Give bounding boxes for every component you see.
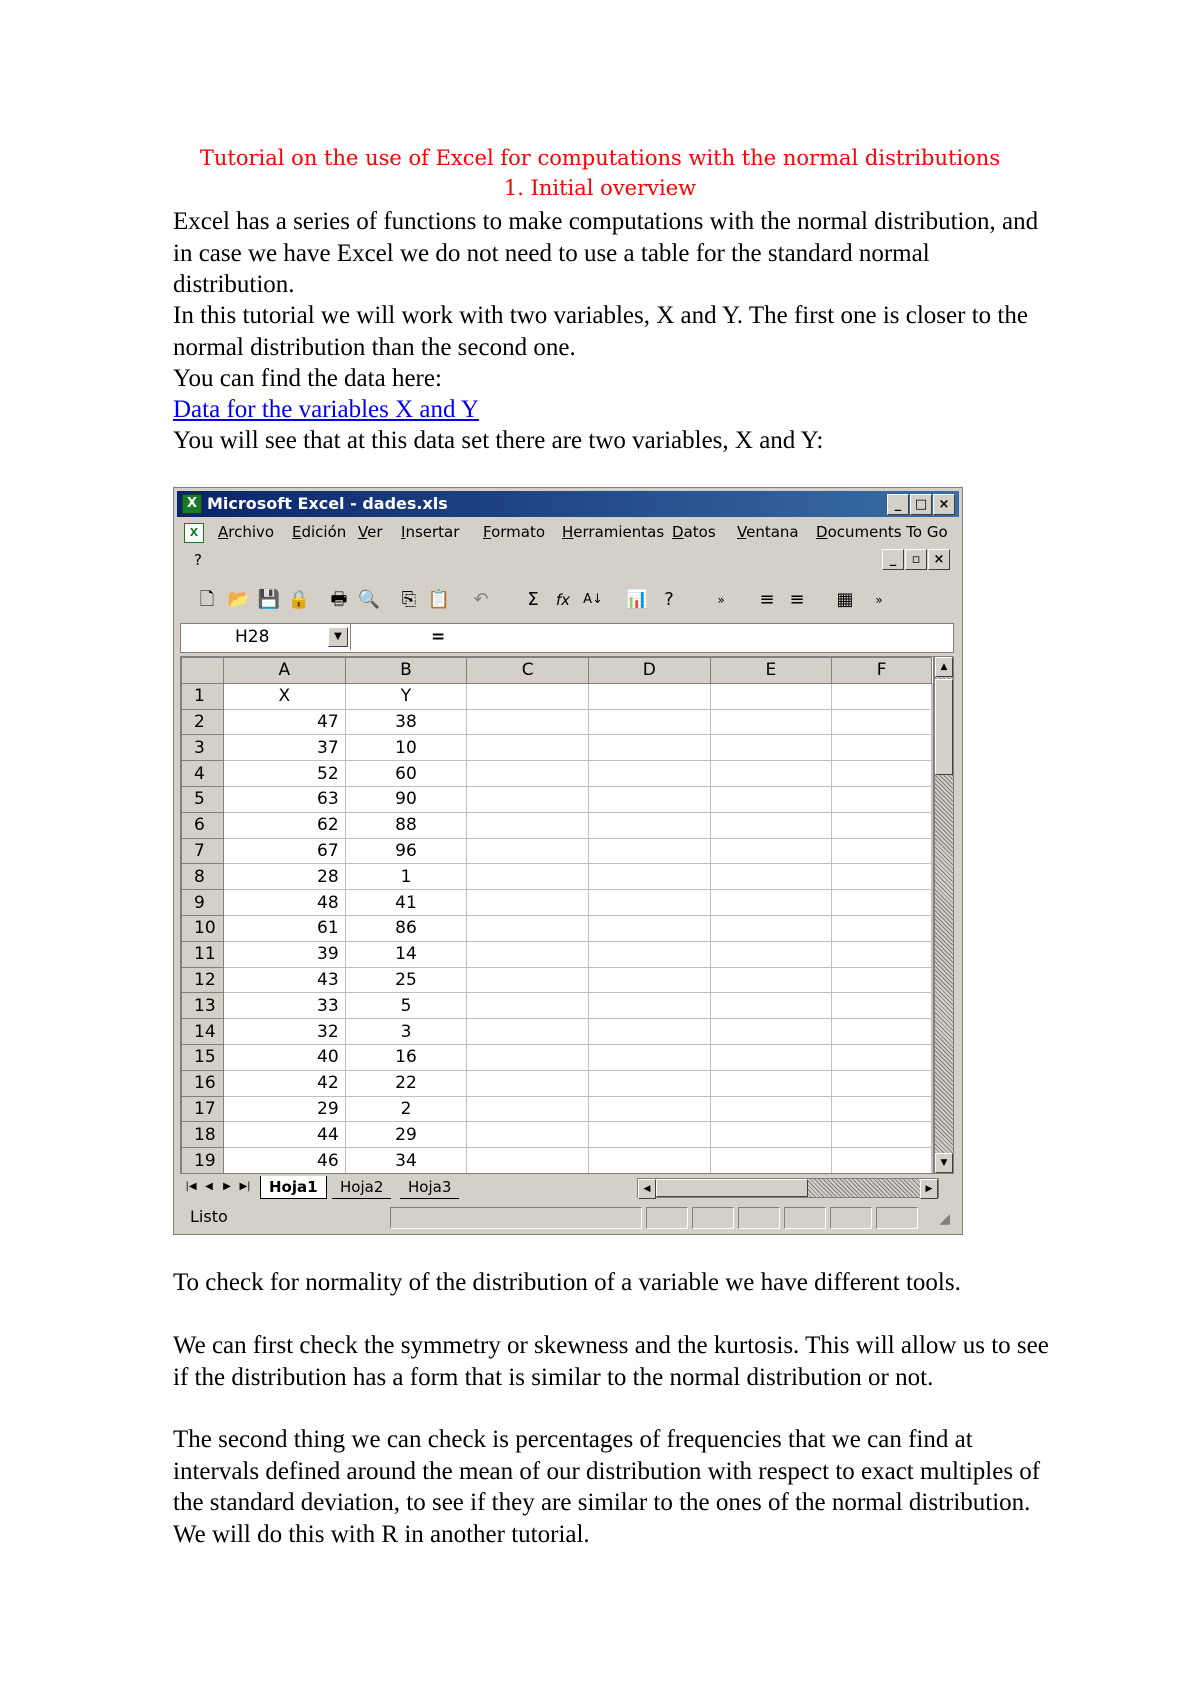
cell[interactable] [932, 915, 933, 941]
cell[interactable] [588, 735, 710, 761]
row-header[interactable]: 5 [182, 786, 224, 812]
cell[interactable] [467, 683, 589, 709]
cell[interactable] [932, 941, 933, 967]
cell[interactable] [467, 1019, 589, 1045]
cell[interactable]: 39 [223, 941, 345, 967]
row-header[interactable]: 18 [182, 1122, 224, 1148]
cell[interactable] [710, 915, 832, 941]
cell[interactable] [832, 890, 932, 916]
cell[interactable] [932, 1096, 933, 1122]
page-title: Tutorial on the use of Excel for computations with the normal distributions [199, 146, 1001, 170]
cell[interactable] [467, 967, 589, 993]
cell[interactable]: X [223, 683, 345, 709]
row-header[interactable]: 4 [182, 761, 224, 787]
cell[interactable] [588, 864, 710, 890]
cell[interactable]: 32 [223, 1019, 345, 1045]
cell[interactable] [467, 890, 589, 916]
cell[interactable] [932, 761, 933, 787]
table-row [182, 890, 933, 916]
chevron-down-icon[interactable]: ▼ [328, 627, 348, 647]
cell[interactable] [832, 864, 932, 890]
cell[interactable] [932, 683, 933, 709]
scroll-left-icon[interactable]: ◀ [638, 1179, 656, 1199]
print-icon[interactable]: 🖶 [330, 589, 348, 610]
cell[interactable]: 22 [345, 1070, 467, 1096]
menu-datos[interactable]: Datos [672, 523, 716, 541]
row-header[interactable]: 19 [182, 1148, 224, 1174]
row-header[interactable]: 14 [182, 1019, 224, 1045]
cell[interactable] [710, 890, 832, 916]
cell[interactable] [832, 1148, 932, 1174]
tab-hoja1[interactable]: Hoja1 [260, 1176, 327, 1199]
cell[interactable] [588, 1096, 710, 1122]
menu-help[interactable]: ? [194, 551, 202, 569]
cell[interactable] [588, 683, 710, 709]
cell[interactable] [467, 993, 589, 1019]
excel-window [173, 487, 963, 1235]
first-sheet-icon[interactable]: |◀ [185, 1181, 197, 1192]
menu-ventana[interactable]: Ventana [737, 523, 799, 541]
cell[interactable] [710, 1044, 832, 1070]
help-icon[interactable]: ? [664, 589, 674, 610]
tab-hoja2[interactable]: Hoja2 [332, 1176, 391, 1199]
toolbar-options-2-icon[interactable]: » [875, 593, 883, 607]
cell[interactable] [467, 864, 589, 890]
cell[interactable]: 63 [223, 786, 345, 812]
cell[interactable] [832, 967, 932, 993]
cell[interactable] [932, 838, 933, 864]
intro-paragraph-3: You can find the data here: [173, 365, 442, 392]
new-icon[interactable]: 🗋 [199, 589, 215, 610]
cell[interactable] [467, 812, 589, 838]
horizontal-scrollbar[interactable] [637, 1178, 939, 1198]
cell[interactable] [588, 709, 710, 735]
cell[interactable] [588, 838, 710, 864]
maximize-icon[interactable]: □ [910, 494, 932, 515]
cell[interactable] [832, 761, 932, 787]
cell[interactable] [710, 993, 832, 1019]
undo-icon[interactable]: ↶ [473, 589, 489, 610]
cell[interactable] [467, 1122, 589, 1148]
status-text: Listo [190, 1207, 228, 1226]
menu-archivo[interactable]: Archivo [218, 523, 275, 541]
cell[interactable]: 61 [223, 915, 345, 941]
cell[interactable] [832, 1122, 932, 1148]
cell[interactable] [710, 1122, 832, 1148]
status-panel [738, 1207, 780, 1229]
cell[interactable]: 48 [223, 890, 345, 916]
name-box-value: H28 [235, 627, 270, 647]
column-header[interactable]: E [710, 658, 832, 684]
intro-paragraph-2: In this tutorial we will work with two variables, X and Y. The first one is closer to the normal distribution than the second one. [173, 302, 1028, 361]
cell[interactable] [710, 709, 832, 735]
prev-sheet-icon[interactable]: ◀ [205, 1181, 213, 1192]
status-panel [876, 1207, 918, 1229]
cell[interactable] [932, 709, 933, 735]
table-row [182, 1148, 933, 1174]
menu-ver[interactable]: Ver [358, 523, 383, 541]
cell[interactable]: 25 [345, 967, 467, 993]
cell[interactable] [932, 993, 933, 1019]
vertical-scroll-thumb[interactable] [935, 679, 953, 775]
row-header[interactable]: 13 [182, 993, 224, 1019]
cell[interactable] [467, 709, 589, 735]
table-row [182, 1096, 933, 1122]
menu-formato[interactable]: Formato [483, 523, 546, 541]
cell[interactable] [932, 786, 933, 812]
doc-restore-icon[interactable]: ▫ [905, 549, 927, 570]
cell[interactable]: 88 [345, 812, 467, 838]
menu-documents-to-go[interactable]: Documents To Go [816, 523, 948, 541]
cell[interactable] [710, 812, 832, 838]
paste-icon[interactable]: 📋 [427, 589, 451, 610]
cell[interactable] [467, 838, 589, 864]
excel-logo-icon: X [182, 494, 202, 514]
borders-icon[interactable]: ▦ [836, 589, 854, 610]
cell[interactable] [932, 890, 933, 916]
row-header[interactable]: 7 [182, 838, 224, 864]
cell[interactable] [932, 812, 933, 838]
row-header[interactable]: 6 [182, 812, 224, 838]
doc-minimize-icon[interactable]: _ [882, 549, 904, 570]
cell[interactable]: 5 [345, 993, 467, 1019]
cell[interactable] [832, 915, 932, 941]
status-bar [180, 1204, 952, 1230]
permission-icon[interactable]: 🔒 [287, 589, 311, 610]
cell[interactable] [932, 967, 933, 993]
scroll-down-icon[interactable]: ▼ [935, 1153, 953, 1173]
menu-bar [180, 523, 950, 579]
table-row [182, 683, 933, 709]
cell[interactable] [932, 735, 933, 761]
sheet-tabs-bar [180, 1176, 952, 1200]
cell[interactable]: 38 [345, 709, 467, 735]
cell[interactable] [588, 967, 710, 993]
row-header[interactable]: 1 [182, 683, 224, 709]
cell[interactable] [710, 1070, 832, 1096]
cell[interactable] [588, 1070, 710, 1096]
cell[interactable] [710, 786, 832, 812]
cell[interactable] [832, 735, 932, 761]
cell[interactable]: 67 [223, 838, 345, 864]
cell[interactable]: 29 [345, 1122, 467, 1148]
cell[interactable] [588, 1148, 710, 1174]
cell[interactable] [832, 812, 932, 838]
cell[interactable]: 43 [223, 967, 345, 993]
cell[interactable]: 46 [223, 1148, 345, 1174]
cell[interactable] [588, 1044, 710, 1070]
spreadsheet-grid[interactable] [180, 656, 934, 1174]
menu-insertar[interactable]: Insertar [401, 523, 460, 541]
workbook-icon: X [184, 523, 204, 543]
cell[interactable] [832, 838, 932, 864]
row-header[interactable]: 12 [182, 967, 224, 993]
cell[interactable]: 33 [223, 993, 345, 1019]
cell[interactable] [467, 786, 589, 812]
row-header[interactable]: 8 [182, 864, 224, 890]
select-all-corner[interactable] [182, 658, 224, 684]
autosum-icon[interactable]: Σ [527, 589, 539, 610]
cell[interactable]: 42 [223, 1070, 345, 1096]
cell[interactable]: 96 [345, 838, 467, 864]
cell[interactable] [932, 1070, 933, 1096]
cell[interactable]: 14 [345, 941, 467, 967]
cell[interactable]: Y [345, 683, 467, 709]
close-icon[interactable]: × [933, 494, 955, 515]
status-panel [784, 1207, 826, 1229]
cell[interactable] [832, 1070, 932, 1096]
data-link[interactable]: Data for the variables X and Y [173, 396, 479, 423]
cell[interactable] [832, 786, 932, 812]
row-header[interactable]: 2 [182, 709, 224, 735]
cell[interactable]: 29 [223, 1096, 345, 1122]
cell[interactable] [710, 683, 832, 709]
function-icon[interactable]: fx [555, 591, 571, 609]
cell[interactable] [932, 1044, 933, 1070]
cell[interactable] [588, 1122, 710, 1148]
cell[interactable] [588, 941, 710, 967]
table-row [182, 838, 933, 864]
cell[interactable] [467, 1096, 589, 1122]
table-row [182, 1070, 933, 1096]
cell[interactable] [588, 812, 710, 838]
cell[interactable] [710, 967, 832, 993]
formula-bar [180, 623, 954, 653]
column-header[interactable]: D [588, 658, 710, 684]
window-title: Microsoft Excel - dades.xls [207, 494, 448, 513]
doc-close-icon[interactable]: × [928, 549, 950, 570]
table-row [182, 941, 933, 967]
cell[interactable]: 86 [345, 915, 467, 941]
standard-toolbar [180, 583, 950, 619]
cell[interactable] [832, 709, 932, 735]
intro-paragraph-4: You will see that at this data set there are two variables, X and Y: [173, 427, 824, 454]
sort-ascending-icon[interactable]: A↓ [583, 592, 603, 607]
scroll-right-icon[interactable]: ▶ [920, 1179, 938, 1199]
cell[interactable] [588, 890, 710, 916]
table-row [182, 709, 933, 735]
align-left-icon[interactable]: ≡ [759, 589, 775, 610]
row-header[interactable]: 16 [182, 1070, 224, 1096]
body-paragraph-2: We can first check the symmetry or skewness and the kurtosis. This will allow us to see if the distribution has a form that is similar to the normal distribution or not. [173, 1332, 1049, 1391]
intro-paragraph-1: Excel has a series of functions to make computations with the normal distribution, and in case we have Excel we do not need to use a table for the standard normal distribution. [173, 208, 1039, 298]
cell[interactable]: 44 [223, 1122, 345, 1148]
status-panel [390, 1207, 642, 1229]
status-panel [692, 1207, 734, 1229]
table-row [182, 1122, 933, 1148]
table-row [182, 967, 933, 993]
cell[interactable] [588, 993, 710, 1019]
open-icon[interactable]: 📂 [227, 589, 251, 610]
print-preview-icon[interactable]: 🔍 [357, 589, 381, 610]
cell[interactable] [467, 735, 589, 761]
cell[interactable] [832, 1096, 932, 1122]
row-header[interactable]: 3 [182, 735, 224, 761]
cell[interactable] [467, 1044, 589, 1070]
toolbar-options-icon[interactable]: » [717, 593, 725, 607]
horizontal-scroll-thumb[interactable] [656, 1179, 808, 1197]
cell[interactable] [467, 761, 589, 787]
menu-edicion[interactable]: Edición [292, 523, 347, 541]
cell[interactable]: 52 [223, 761, 345, 787]
section-title: 1. Initial overview [503, 176, 697, 200]
cell[interactable] [467, 1070, 589, 1096]
cell[interactable] [467, 941, 589, 967]
last-sheet-icon[interactable]: ▶| [239, 1181, 251, 1192]
row-header[interactable]: 17 [182, 1096, 224, 1122]
row-header[interactable]: 15 [182, 1044, 224, 1070]
excel-title-bar [177, 491, 959, 517]
table-row [182, 1044, 933, 1070]
sheet-table [181, 657, 933, 1174]
cell[interactable] [710, 735, 832, 761]
cell[interactable]: 3 [345, 1019, 467, 1045]
tab-hoja3[interactable]: Hoja3 [400, 1176, 459, 1199]
next-sheet-icon[interactable]: ▶ [223, 1181, 231, 1192]
table-row [182, 735, 933, 761]
cell[interactable]: 90 [345, 786, 467, 812]
cell[interactable]: 60 [345, 761, 467, 787]
cell[interactable] [832, 1019, 932, 1045]
cell[interactable] [832, 941, 932, 967]
cell[interactable] [710, 1096, 832, 1122]
status-panel [830, 1207, 872, 1229]
cell[interactable]: 10 [345, 735, 467, 761]
cell[interactable]: 40 [223, 1044, 345, 1070]
copy-icon[interactable]: ⎘ [401, 589, 417, 610]
body-paragraph-1: To check for normality of the distribution of a variable we have different tools. [173, 1269, 961, 1296]
cell[interactable] [588, 915, 710, 941]
cell[interactable] [710, 864, 832, 890]
cell[interactable]: 28 [223, 864, 345, 890]
column-header[interactable]: F [832, 658, 932, 684]
column-header[interactable]: B [345, 658, 467, 684]
cell[interactable]: 37 [223, 735, 345, 761]
table-row [182, 864, 933, 890]
cell[interactable] [710, 941, 832, 967]
cell[interactable] [588, 786, 710, 812]
status-panel [646, 1207, 688, 1229]
cell[interactable] [932, 864, 933, 890]
cell[interactable]: 16 [345, 1044, 467, 1070]
cell[interactable] [932, 1122, 933, 1148]
cell[interactable] [710, 1148, 832, 1174]
row-header[interactable]: 11 [182, 941, 224, 967]
cell[interactable] [588, 1019, 710, 1045]
table-row [182, 915, 933, 941]
name-box[interactable] [181, 624, 351, 650]
cell[interactable] [832, 1044, 932, 1070]
cell[interactable] [710, 1019, 832, 1045]
resize-grip-icon[interactable]: ◢ [939, 1211, 950, 1227]
column-header[interactable]: C [467, 658, 589, 684]
chart-wizard-icon[interactable]: 📊 [625, 589, 649, 610]
cell[interactable]: 47 [223, 709, 345, 735]
cell[interactable]: 2 [345, 1096, 467, 1122]
vertical-scrollbar[interactable] [934, 656, 954, 1174]
save-icon[interactable]: 💾 [257, 589, 281, 610]
minimize-icon[interactable]: _ [887, 494, 909, 515]
table-row [182, 812, 933, 838]
cell[interactable]: 41 [345, 890, 467, 916]
cell[interactable] [467, 1148, 589, 1174]
cell[interactable] [710, 761, 832, 787]
cell[interactable] [932, 1019, 933, 1045]
column-header[interactable]: A [223, 658, 345, 684]
cell[interactable] [467, 915, 589, 941]
scroll-up-icon[interactable]: ▲ [935, 657, 953, 677]
cell[interactable] [832, 993, 932, 1019]
table-row [182, 761, 933, 787]
row-header[interactable]: 10 [182, 915, 224, 941]
center-icon[interactable]: ≡ [789, 589, 805, 610]
menu-herramientas[interactable]: Herramientas [562, 523, 665, 541]
body-paragraph-3: The second thing we can check is percentages of frequencies that we can find at intervals defined around the mean of our distribution with respect to exact multiples of the standard deviation, to see if they are similar to the ones of the normal distribution. We will do this with R in another tutorial. [173, 1426, 1041, 1548]
cell[interactable] [588, 761, 710, 787]
cell[interactable] [932, 1148, 933, 1174]
cell[interactable] [710, 838, 832, 864]
cell[interactable]: 62 [223, 812, 345, 838]
table-row [182, 993, 933, 1019]
cell[interactable] [832, 683, 932, 709]
table-row [182, 786, 933, 812]
link-container [173, 394, 1053, 426]
formula-equals: = [431, 627, 446, 647]
cell[interactable]: 34 [345, 1148, 467, 1174]
cell[interactable]: 1 [345, 864, 467, 890]
row-header[interactable]: 9 [182, 890, 224, 916]
table-row [182, 1019, 933, 1045]
